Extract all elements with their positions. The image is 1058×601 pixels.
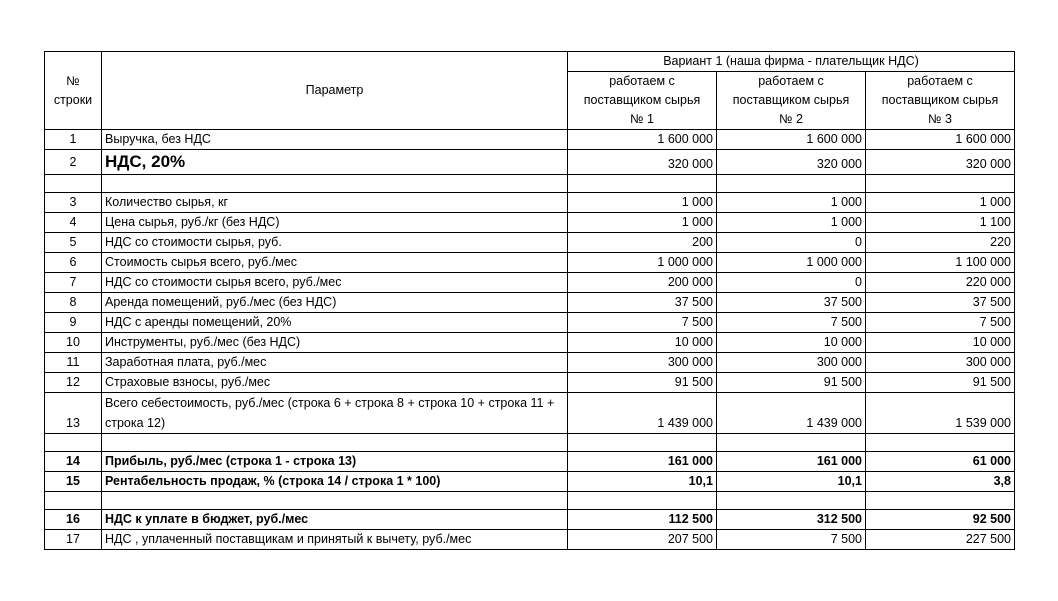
row-parameter: Рентабельность продаж, % (строка 14 / строка 1 * 100) (102, 472, 568, 492)
row-number: 10 (45, 333, 102, 353)
row-value-supplier-2: 1 000 (717, 193, 866, 213)
row-parameter: НДС, 20% (102, 150, 568, 175)
row-value-supplier-1: 1 439 000 (568, 393, 717, 434)
table-row (45, 213, 1015, 233)
row-parameter: Прибыль, руб./мес (строка 1 - строка 13) (102, 452, 568, 472)
row-value-supplier-2: 0 (717, 273, 866, 293)
row-value-supplier-3: 220 (866, 233, 1015, 253)
row-value-supplier-3: 227 500 (866, 530, 1015, 550)
table-row (45, 472, 1015, 492)
row-value-supplier-1: 1 000 (568, 193, 717, 213)
row-value-supplier-2: 1 000 000 (717, 253, 866, 273)
row-number: 6 (45, 253, 102, 273)
table-row (45, 150, 1015, 175)
header-row-number-line1: № (66, 73, 80, 88)
header-supplier-3-line1: работаем с (866, 72, 1015, 92)
row-parameter: НДС , уплаченный поставщикам и принятый к вычету, руб./мес (102, 530, 568, 550)
row-value-supplier-1: 10,1 (568, 472, 717, 492)
header-supplier-3-line2: поставщиком сырья (866, 91, 1015, 110)
header-supplier-2-line1: работаем с (717, 72, 866, 92)
row-value-supplier-3: 320 000 (866, 150, 1015, 175)
row-value-supplier-3: 92 500 (866, 510, 1015, 530)
row-value-supplier-1: 7 500 (568, 313, 717, 333)
header-supplier-3-line3: № 3 (866, 110, 1015, 130)
row-value-supplier-1: 1 000 (568, 213, 717, 233)
row-value-supplier-1: 300 000 (568, 353, 717, 373)
row-parameter: Инструменты, руб./мес (без НДС) (102, 333, 568, 353)
row-number: 17 (45, 530, 102, 550)
row-parameter: НДС со стоимости сырья всего, руб./мес (102, 273, 568, 293)
row-value-supplier-2: 0 (717, 233, 866, 253)
row-value-supplier-3: 3,8 (866, 472, 1015, 492)
table-row (45, 233, 1015, 253)
table-row (45, 452, 1015, 472)
header-supplier-1-line3: № 1 (568, 110, 717, 130)
table-row (45, 293, 1015, 313)
header-supplier-2-line2: поставщиком сырья (717, 91, 866, 110)
header-row-number-line2: строки (53, 92, 93, 107)
spacer-row (45, 434, 1015, 452)
table-row (45, 510, 1015, 530)
header-supplier-1-line2: поставщиком сырья (568, 91, 717, 110)
row-value-supplier-3: 37 500 (866, 293, 1015, 313)
row-value-supplier-1: 200 000 (568, 273, 717, 293)
row-value-supplier-3: 1 100 (866, 213, 1015, 233)
row-number: 3 (45, 193, 102, 213)
row-number: 9 (45, 313, 102, 333)
row-number: 5 (45, 233, 102, 253)
spacer-row (45, 175, 1015, 193)
table-row (45, 353, 1015, 373)
row-number: 14 (45, 452, 102, 472)
table-row (45, 393, 1015, 434)
row-value-supplier-3: 7 500 (866, 313, 1015, 333)
header-parameter: Параметр (102, 52, 568, 130)
row-number: 4 (45, 213, 102, 233)
row-parameter: НДС со стоимости сырья, руб. (102, 233, 568, 253)
header-supplier-1-line1: работаем с (568, 72, 717, 92)
row-value-supplier-2: 1 600 000 (717, 130, 866, 150)
table-row (45, 530, 1015, 550)
row-value-supplier-1: 200 (568, 233, 717, 253)
row-number: 12 (45, 373, 102, 393)
row-value-supplier-1: 37 500 (568, 293, 717, 313)
row-value-supplier-2: 312 500 (717, 510, 866, 530)
row-number: 16 (45, 510, 102, 530)
header-row-number (45, 52, 102, 130)
row-value-supplier-3: 1 600 000 (866, 130, 1015, 150)
table-row (45, 273, 1015, 293)
vat-comparison-table (44, 51, 1015, 550)
row-value-supplier-3: 10 000 (866, 333, 1015, 353)
row-value-supplier-3: 1 000 (866, 193, 1015, 213)
header-supplier-2-line3: № 2 (717, 110, 866, 130)
row-value-supplier-2: 37 500 (717, 293, 866, 313)
table-row (45, 333, 1015, 353)
row-parameter: Выручка, без НДС (102, 130, 568, 150)
table-row (45, 193, 1015, 213)
spacer-row (45, 492, 1015, 510)
row-value-supplier-3: 300 000 (866, 353, 1015, 373)
header-variant: Вариант 1 (наша фирма - плательщик НДС) (568, 52, 1015, 72)
row-value-supplier-2: 10,1 (717, 472, 866, 492)
row-value-supplier-1: 1 600 000 (568, 130, 717, 150)
header-row-variant (45, 52, 1015, 72)
row-value-supplier-2: 7 500 (717, 313, 866, 333)
row-value-supplier-3: 61 000 (866, 452, 1015, 472)
row-parameter: Цена сырья, руб./кг (без НДС) (102, 213, 568, 233)
row-parameter: НДС к уплате в бюджет, руб./мес (102, 510, 568, 530)
row-value-supplier-1: 91 500 (568, 373, 717, 393)
row-number: 11 (45, 353, 102, 373)
row-value-supplier-3: 1 100 000 (866, 253, 1015, 273)
row-number: 13 (45, 393, 102, 434)
row-value-supplier-3: 1 539 000 (866, 393, 1015, 434)
row-value-supplier-1: 112 500 (568, 510, 717, 530)
table-row (45, 313, 1015, 333)
row-value-supplier-2: 1 439 000 (717, 393, 866, 434)
row-value-supplier-2: 91 500 (717, 373, 866, 393)
row-value-supplier-1: 10 000 (568, 333, 717, 353)
row-number: 1 (45, 130, 102, 150)
row-parameter: Стоимость сырья всего, руб./мес (102, 253, 568, 273)
row-value-supplier-2: 1 000 (717, 213, 866, 233)
row-value-supplier-1: 1 000 000 (568, 253, 717, 273)
row-value-supplier-1: 320 000 (568, 150, 717, 175)
row-value-supplier-2: 320 000 (717, 150, 866, 175)
row-value-supplier-2: 10 000 (717, 333, 866, 353)
table-row (45, 253, 1015, 273)
row-number: 7 (45, 273, 102, 293)
row-value-supplier-2: 300 000 (717, 353, 866, 373)
row-number: 2 (45, 150, 102, 175)
row-number: 15 (45, 472, 102, 492)
row-parameter: НДС с аренды помещений, 20% (102, 313, 568, 333)
row-number: 8 (45, 293, 102, 313)
table-row (45, 373, 1015, 393)
row-parameter: Аренда помещений, руб./мес (без НДС) (102, 293, 568, 313)
row-value-supplier-1: 161 000 (568, 452, 717, 472)
row-parameter: Всего себестоимость, руб./мес (строка 6 + строка 8 + строка 10 + строка 11 + строка 12) (102, 393, 568, 434)
row-value-supplier-2: 7 500 (717, 530, 866, 550)
row-value-supplier-1: 207 500 (568, 530, 717, 550)
row-value-supplier-3: 91 500 (866, 373, 1015, 393)
row-value-supplier-3: 220 000 (866, 273, 1015, 293)
row-parameter: Страховые взносы, руб./мес (102, 373, 568, 393)
row-parameter: Заработная плата, руб./мес (102, 353, 568, 373)
row-value-supplier-2: 161 000 (717, 452, 866, 472)
table-row (45, 130, 1015, 150)
row-parameter: Количество сырья, кг (102, 193, 568, 213)
